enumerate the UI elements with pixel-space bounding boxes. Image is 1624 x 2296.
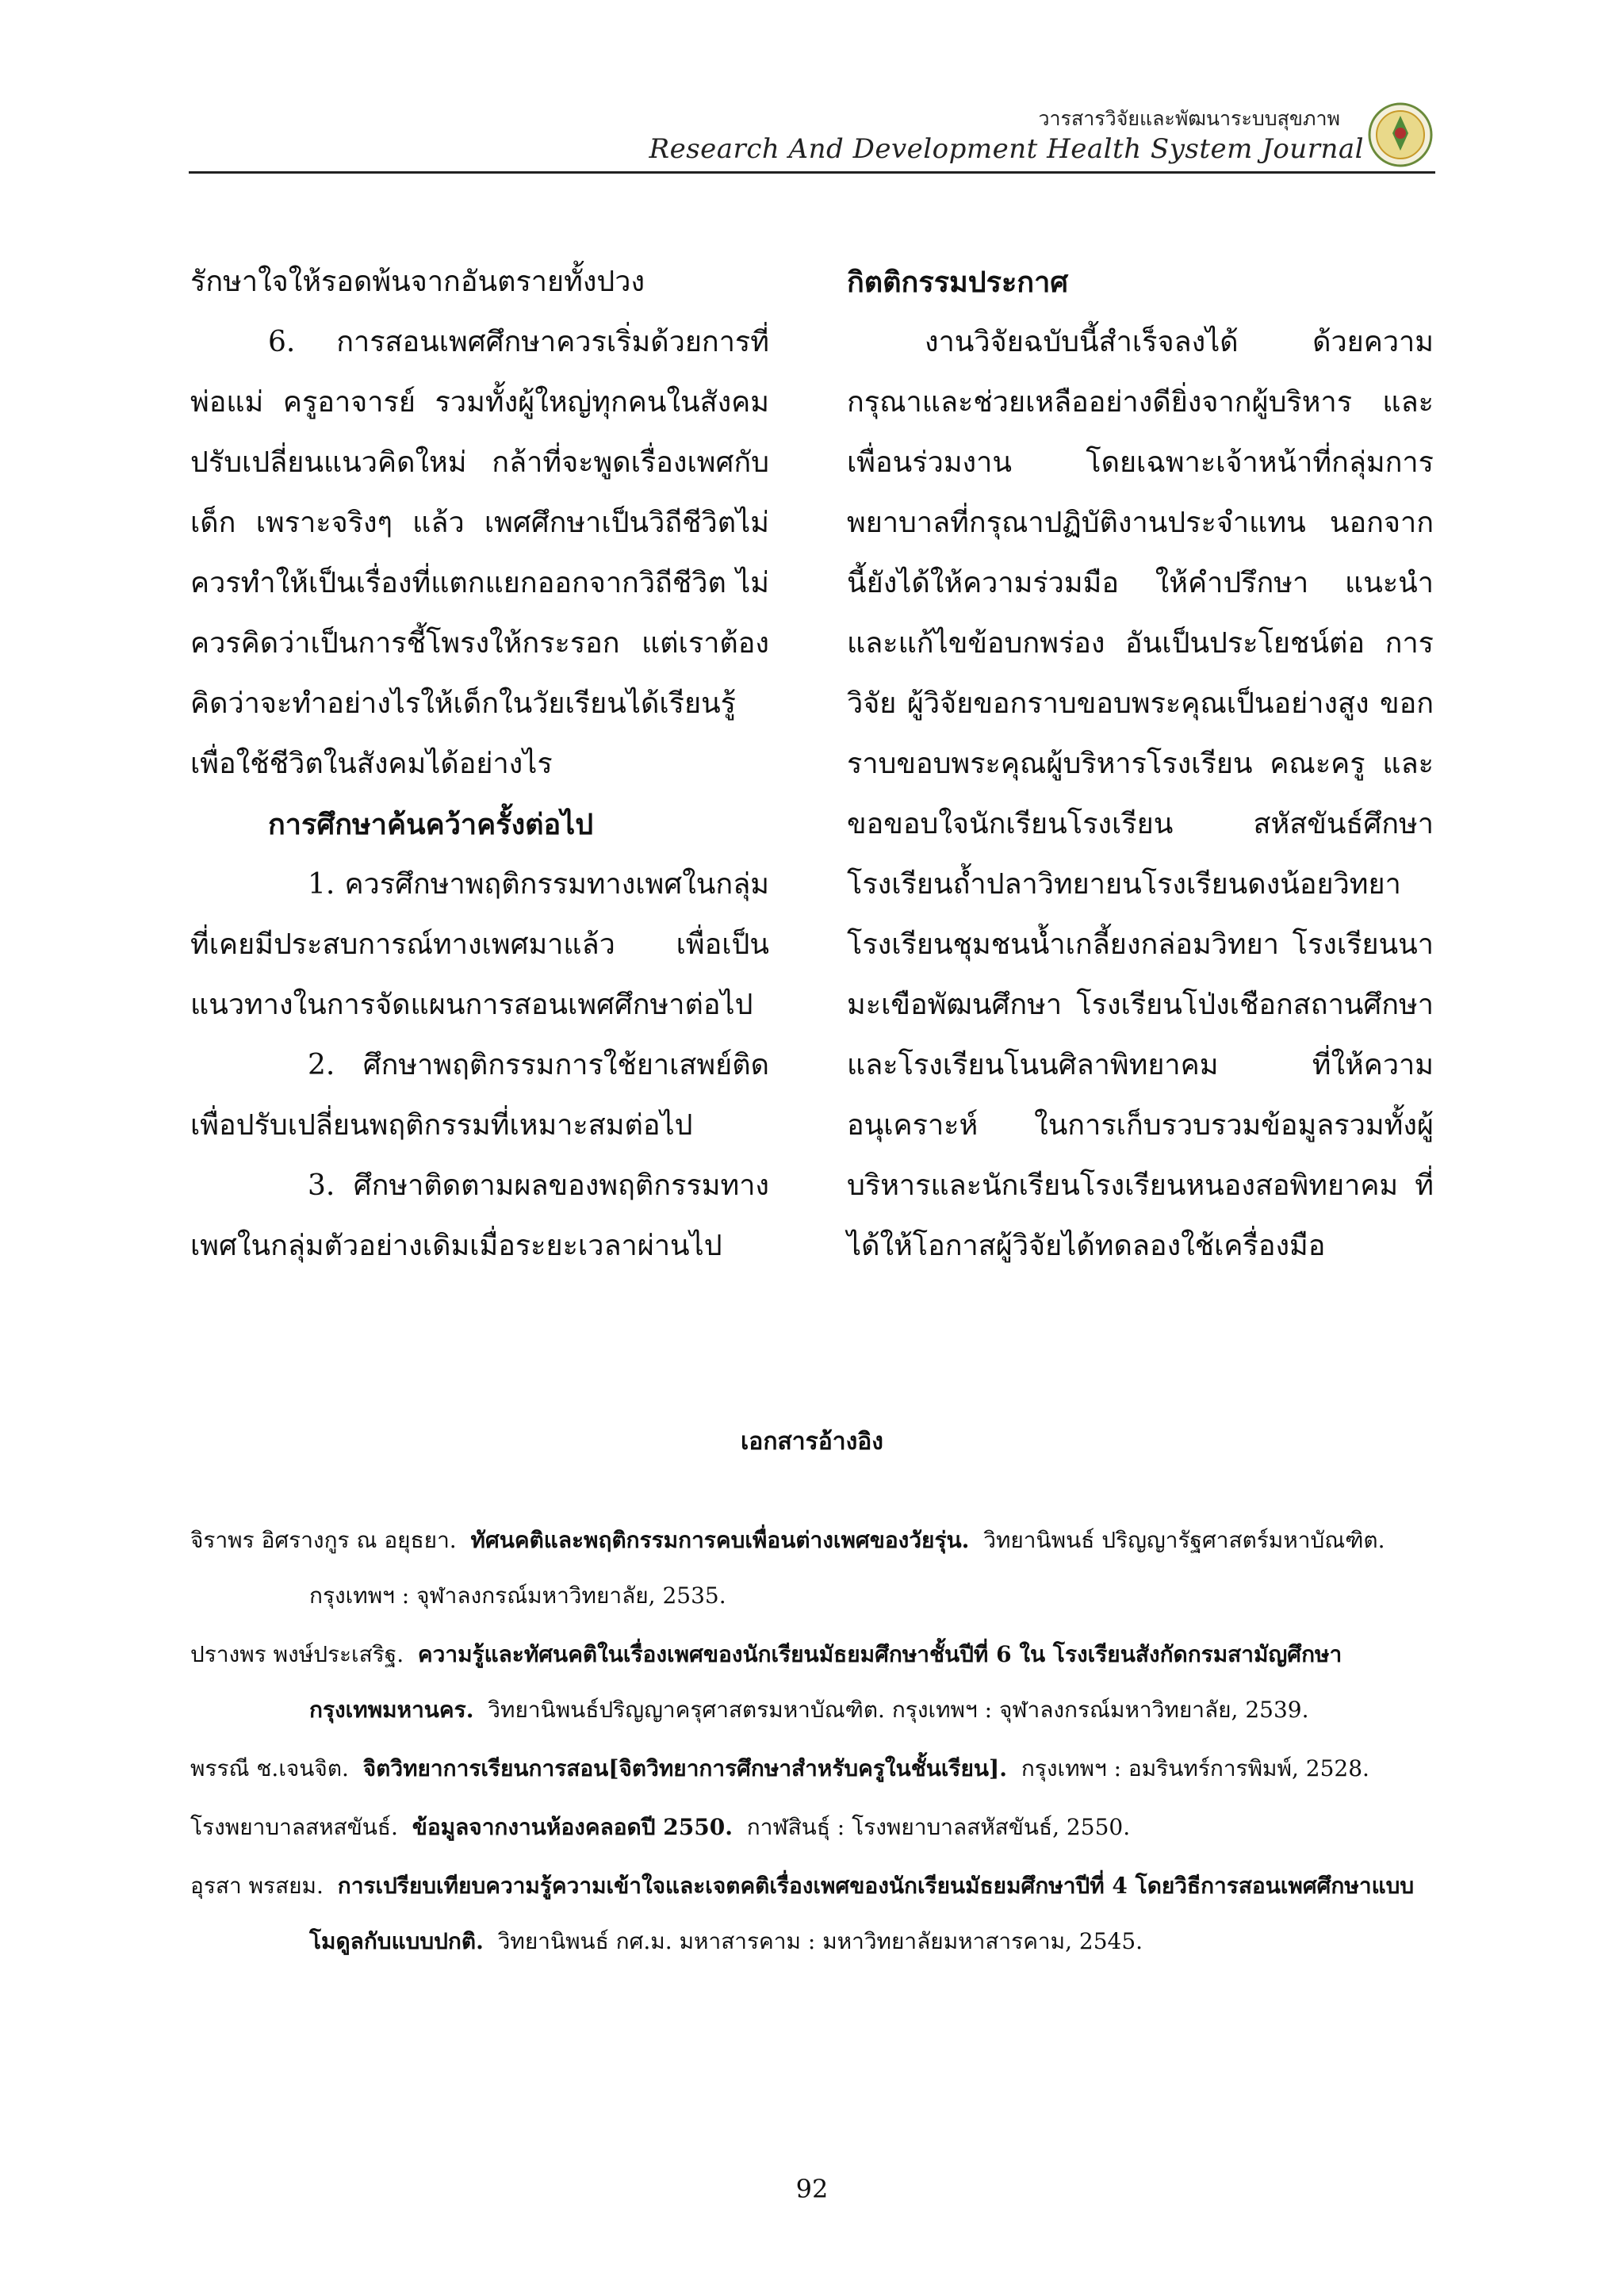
left-column xyxy=(190,252,769,1276)
header-divider xyxy=(189,171,1435,174)
further-study-heading: การศึกษาค้นคว้าครั้งต่อไป xyxy=(268,808,594,841)
reference-item: จิราพร อิศรางกูร ณ อยุธยา. ทัศนคติและพฤติกรรมการคบเพื่อนต่างเพศของวัยรุ่น. วิทยานิพนธ์ ปริญญารัฐศาสตร์มหาบัณฑิต. กรุงเทพฯ : จุฬาลงกรณ์มหาวิทยาลัย, 2535. xyxy=(190,1527,1385,1609)
acknowledgement-body: งานวิจัยฉบับนี้สำเร็จลงได้ ด้วยความกรุณาและช่วยเหลืออย่างดียิ่งจากผู้บริหาร และ เพื่อนร่วมงาน โดยเฉพาะเจ้าหน้าที่กลุ่มการพยาบาลที่กรุณาปฏิบัติงานประจำแทน นอกจากนี้ยังได้ให้ความร่วมมือ ให้คำปรึกษา แนะนำ และแก้ไขข้อบกพร่อง อันเป็นประโยชน์ต่อ การวิจัย ผู้วิจัยขอกราบขอบพระคุณเป็นอย่างสูง ขอกราบขอบพระคุณผู้บริหารโรงเรียน คณะครู และขอขอบใจนักเรียนโรงเรียน สหัสขันธ์ศึกษา โรงเรียนถ้ำปลาวิทยายนโรงเรียนดงน้อยวิทยา โรงเรียนชุมชนน้ำเกลี้ยงกล่อมวิทยา โรงเรียนนามะเขือพัฒนศึกษา โรงเรียนโป่งเชือกสถานศึกษาและโรงเรียนโนนศิลาพิทยาคม ที่ให้ความอนุเคราะห์ ในการเก็บรวบรวมข้อมูลรวมทั้งผู้บริหารและนักเรียนโรงเรียนหนองสอพิทยาคม ที่ได้ให้โอกาสผู้วิจัยได้ทดลองใช้เครื่องมือ xyxy=(847,326,1434,1262)
page-number: 92 xyxy=(795,2174,829,2204)
reference-list xyxy=(190,1513,1435,1973)
reference-item: อุรสา พรสยม. การเปรียบเทียบความรู้ความเข้าใจและเจตคติเรื่องเพศของนักเรียนมัธยมศึกษาปีที่ 4 โดยวิธีการสอนเพศศึกษาแบบโมดูลกับแบบปกติ. วิทยานิพนธ์ กศ.ม. มหาสารคาม : มหาวิทยาลัยมหาสารคาม, 2545. xyxy=(190,1873,1415,1954)
journal-title-thai: วารสารวิจัยและพัฒนาระบบสุขภาพ xyxy=(1038,107,1340,130)
continued-paragraph: รักษาใจให้รอดพ้นจากอันตรายทั้งปวง xyxy=(190,266,645,298)
reference-item: โรงพยาบาลสหสขันธ์. ข้อมูลจากงานห้องคลอดปี 2550. กาฬสินธุ์ : โรงพยาบาลสหัสขันธ์, 2550. xyxy=(190,1814,1131,1840)
journal-title-english: Research And Development Health System Journal xyxy=(649,133,1364,165)
recommendation-item-6: 6. การสอนเพศศึกษาควรเริ่มด้วยการที่พ่อแม่ ครูอาจารย์ รวมทั้งผู้ใหญ่ทุกคนในสังคมปรับเปลี่ยนแนวคิดใหม่ กล้าที่จะพูดเรื่องเพศกับเด็ก เพราะจริงๆ แล้ว เพศศึกษาเป็นวิถีชีวิตไม่ควรทำให้เป็นเรื่องที่แตกแยกออกจากวิถีชีวิต ไม่ควรคิดว่าเป็นการชี้โพรงให้กระรอก แต่เราต้องคิดว่าจะทำอย่างไรให้เด็กในวัยเรียนได้เรียนรู้เพื่อใช้ชีวิตในสังคมได้อย่างไร xyxy=(190,326,769,780)
references-title: เอกสารอ้างอิง xyxy=(741,1428,883,1456)
acknowledgement-heading: กิตติกรรมประกาศ xyxy=(847,266,1069,299)
reference-item: พรรณี ช.เจนจิต. จิตวิทยาการเรียนการสอน[จิตวิทยาการศึกษาสำหรับครูในชั้นเรียน]. กรุงเทพฯ : อมรินทร์การพิมพ์, 2528. xyxy=(190,1755,1369,1781)
right-column xyxy=(847,252,1434,1276)
journal-header xyxy=(189,95,1434,173)
journal-logo-icon xyxy=(1367,101,1434,168)
further-study-item: 1. ควรศึกษาพฤติกรรมทางเพศในกลุ่มที่เคยมีประสบการณ์ทางเพศมาแล้ว เพื่อเป็นแนวทางในการจัดแผนการสอนเพศศึกษาต่อไป xyxy=(190,868,769,1021)
further-study-item: 3. ศึกษาติดตามผลของพฤติกรรมทางเพศในกลุ่มตัวอย่างเดิมเมื่อระยะเวลาผ่านไป xyxy=(190,1169,769,1262)
reference-item: ปรางพร พงษ์ประเสริฐ. ความรู้และทัศนคติในเรื่องเพศของนักเรียนมัธยมศึกษาชั้นปีที่ 6 ใน โรงเรียนสังกัดกรมสามัญศึกษา กรุงเทพมหานคร. วิทยานิพนธ์ปริญญาครุศาสตรมหาบัณฑิต. กรุงเทพฯ : จุฬาลงกรณ์มหาวิทยาลัย, 2539. xyxy=(190,1641,1342,1723)
further-study-item: 2. ศึกษาพฤติกรรมการใช้ยาเสพย์ติดเพื่อปรับเปลี่ยนพฤติกรรมที่เหมาะสมต่อไป xyxy=(190,1049,769,1142)
